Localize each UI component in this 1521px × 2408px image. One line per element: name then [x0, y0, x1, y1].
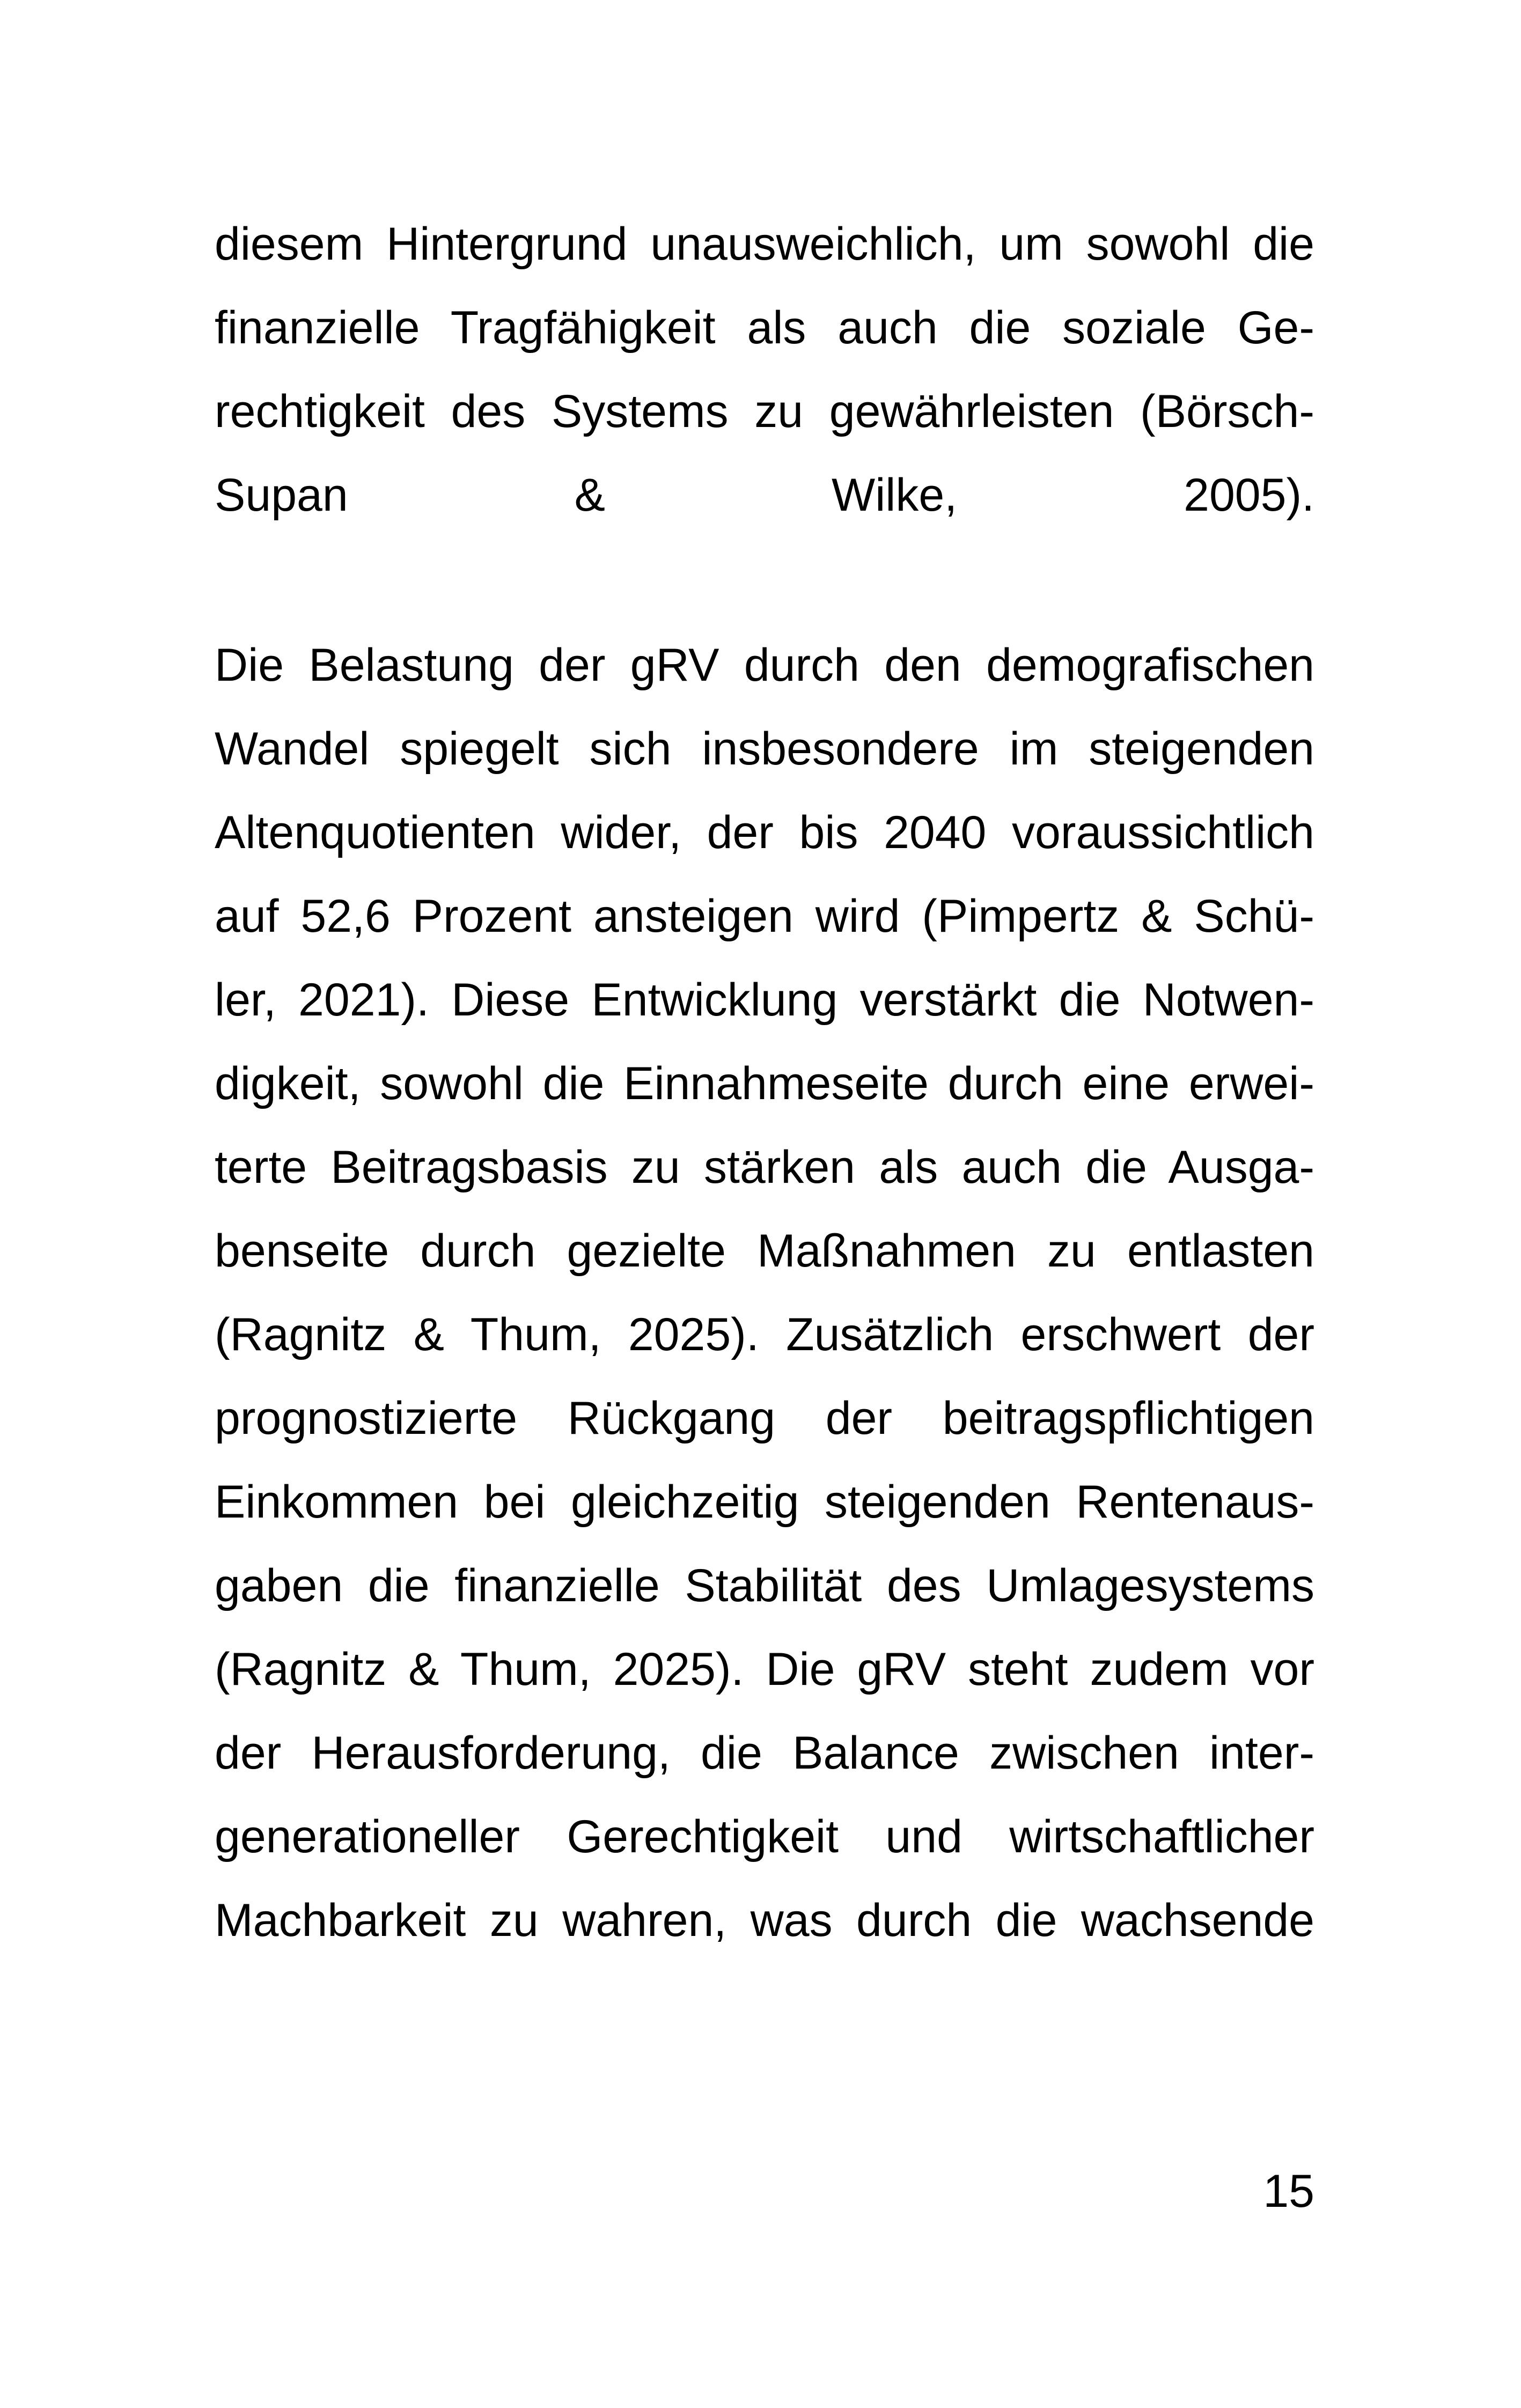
text-line: gaben die finanzielle Stabilität des Umlagesystems	[215, 1560, 1314, 1611]
text-line: digkeit, sowohl die Einnahmeseite durch eine erwei-	[215, 1058, 1314, 1109]
text-line: (Ragnitz & Thum, 2025). Die gRV steht zudem vor	[215, 1644, 1314, 1695]
text-line: Altenquotienten wider, der bis 2040 voraussichtlich	[215, 807, 1314, 858]
paragraph-2	[215, 623, 1314, 1962]
text-line: auf 52,6 Prozent ansteigen wird (Pimpertz & Schü-	[215, 890, 1314, 942]
text-line: Wandel spiegelt sich insbesondere im steigenden	[215, 723, 1314, 775]
text-line: (Ragnitz & Thum, 2025). Zusätzlich erschwert der	[215, 1309, 1314, 1360]
text-line: Supan & Wilke, 2005).	[215, 469, 1314, 521]
paragraph-1	[215, 202, 1314, 537]
text-line: Einkommen bei gleichzeitig steigenden Rentenaus-	[215, 1476, 1314, 1528]
text-line: benseite durch gezielte Maßnahmen zu entlasten	[215, 1225, 1314, 1277]
text-line: diesem Hintergrund unausweichlich, um sowohl die	[215, 218, 1314, 270]
text-line: der Herausforderung, die Balance zwischen inter-	[215, 1727, 1314, 1779]
text-line: terte Beitragsbasis zu stärken als auch die Ausga-	[215, 1142, 1314, 1193]
text-line: rechtigkeit des Systems zu gewährleisten (Börsch-	[215, 386, 1314, 437]
page-number: 15	[1263, 2166, 1314, 2217]
text-line: Machbarkeit zu wahren, was durch die wachsende	[215, 1895, 1314, 1946]
text-line: finanzielle Tragfähigkeit als auch die soziale Ge-	[215, 302, 1314, 354]
text-line: prognostizierte Rückgang der beitragspflichtigen	[215, 1393, 1314, 1444]
text-line: generationeller Gerechtigkeit und wirtschaftlicher	[215, 1811, 1314, 1862]
text-line: ler, 2021). Diese Entwicklung verstärkt die Notwen-	[215, 974, 1314, 1026]
text-line: Die Belastung der gRV durch den demografischen	[215, 639, 1314, 691]
